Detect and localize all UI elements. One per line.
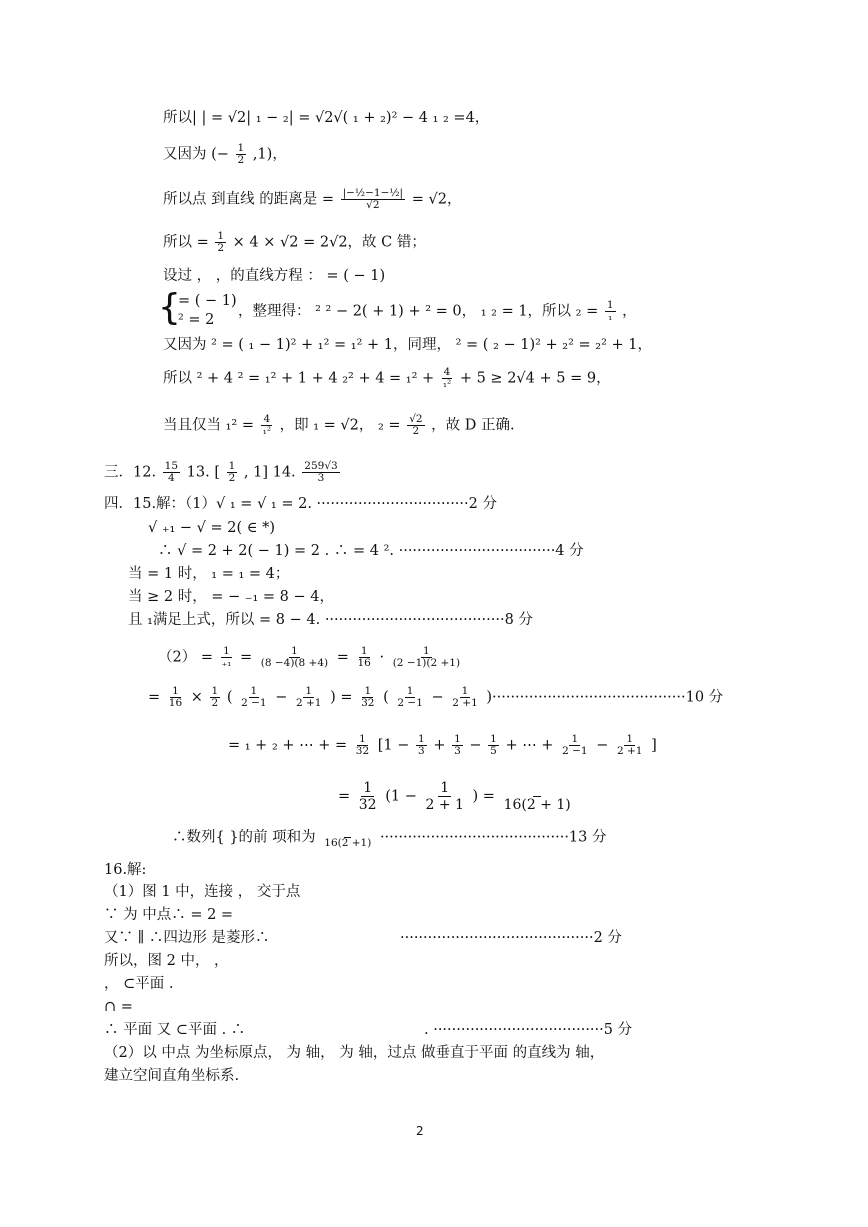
text: + [433, 737, 446, 754]
q16-line: 建立空间直角坐标系. [104, 1068, 240, 1084]
line-point-distance [163, 188, 461, 211]
q16-title: 16.解: [104, 862, 147, 878]
q15-conclusion [172, 826, 607, 849]
q16-line: 又∵ ∥ ∴四边形 是菱形∴ [104, 930, 270, 946]
line-point [163, 143, 287, 166]
q16-line: ∵ 为 中点∴ = 2 = [104, 907, 234, 923]
fraction: $\frac{1}{2 -1}$ [397, 685, 423, 709]
text: （2） = [158, 649, 213, 666]
text: + ⋯ + [505, 737, 554, 754]
text: ( [226, 689, 233, 706]
text: − [469, 737, 482, 754]
text: − [275, 689, 288, 706]
fraction: $\frac{1}{2 -1}$ [241, 685, 267, 709]
section-three-answers [104, 461, 342, 484]
text: = [336, 649, 349, 666]
q15-part2 [158, 646, 464, 669]
text: − [596, 737, 609, 754]
fraction: $\frac{1}{(2 -1)(2 +1)}$ [392, 645, 461, 669]
fraction: $\frac{1}{2}$ [237, 142, 245, 166]
text: = [239, 649, 253, 666]
fraction: $\frac{4}{\text{₁²}}$ [442, 366, 452, 390]
text: = [335, 737, 348, 754]
text: ) = [472, 788, 495, 805]
text: ∴数列{ }的前 项和为 [172, 829, 316, 846]
q16-line: ， ⊂平面 . [104, 976, 174, 992]
q16-score: ··········································2 分 [400, 930, 622, 946]
fraction: $\frac{1}{\text{₊₁}}$ [221, 645, 232, 669]
text: + 5 ≥ 2√4 + 5 = 9， [459, 370, 611, 387]
page-number: 2 [416, 1124, 424, 1138]
text: ，故 D 正确. [431, 417, 515, 434]
line-also: 又因为 ² = ( ₁ − 1)² + ₁² = ₁² + 1，同理， ² = ( ₂ − 1)² + ₂² = ₂² + 1， [163, 337, 653, 353]
text: 所以 ² + 4 ² = ₁² + 1 + 4 ₂² + 4 = ₁² + [163, 370, 435, 387]
fraction: $\frac{1}{32}$ [361, 685, 375, 709]
fraction: $\frac{1}{2}$ [228, 460, 236, 484]
fraction: $\frac{1}{3}$ [418, 733, 425, 757]
text: = [148, 689, 161, 706]
fraction: $\frac{1}{(8 -4)(8 +4)}$ [260, 645, 329, 669]
text: )··········································10 分 [486, 689, 724, 706]
fraction: $\frac{1}{2}$ [217, 230, 225, 254]
text: − [431, 689, 444, 706]
fraction: $\frac{4}{\text{₁²}}$ [262, 413, 272, 437]
system-brace: { [158, 287, 181, 328]
line-simplify [238, 300, 637, 323]
fraction: $\frac{\text{|−½−1−½|}}{√2}$ [342, 187, 404, 211]
q15-line: 当 = 1 时， ₁ = ₁ = 4； [128, 566, 290, 582]
text: × [190, 689, 203, 706]
fraction: $\frac{1}{2 +1}$ [616, 733, 643, 757]
text: [1 − [377, 737, 410, 754]
q16-line: ∴ 平面 又 ⊂平面 . ∴ [104, 1022, 246, 1038]
text: 又因为 (− [163, 146, 229, 163]
text: · [379, 649, 385, 666]
fraction: $\frac{259√3}{3}$ [304, 460, 338, 484]
fraction: 16(2 +1) [322, 826, 373, 849]
fraction: $\frac{1}{32}$ [355, 733, 370, 757]
text: 所以点 到直线 的距离是 = [163, 191, 334, 208]
q16-score: . ·····································5 分 [424, 1022, 633, 1038]
q15-sum [228, 734, 657, 757]
fraction: $\frac{1}{5}$ [490, 733, 497, 757]
text: ，整理得： ² ² − 2( + 1) + ² = 0， ₁ ₂ = 1，所以 ₂ = [238, 303, 599, 320]
text: (1 − [385, 788, 417, 805]
q16-line: （1）图 1 中，连接 ， 交于点 [104, 884, 301, 900]
fraction: $\frac{√2}{2}$ [409, 413, 423, 437]
text: 三．12. [104, 464, 157, 481]
fraction: $\frac{1}{2 +1}$ [452, 685, 478, 709]
line-inequality [163, 367, 611, 390]
system-line-2: ² = 2 [178, 312, 215, 328]
text: ,1)， [252, 146, 287, 163]
q15-line: 且 ₁满足上式，所以 = 8 − 4. ·······································8 分 [128, 612, 533, 628]
text: ，即 ₁ = √2， ₂ = [279, 417, 401, 434]
q16-line: （2）以 中点 为坐标原点， 为 轴， 为 轴，过点 做垂直于平面 的直线为 轴， [104, 1045, 605, 1061]
text: ， [622, 303, 637, 320]
q15-split [148, 686, 723, 709]
line-equality-case [163, 414, 515, 437]
fraction: $\frac{1}{3}$ [454, 733, 461, 757]
text: , 1] 14. [243, 464, 296, 481]
q15-line: ∴ √ = 2 + 2( − 1) = 2 . ∴ = 4 ². ··································4 分 [158, 543, 584, 559]
text: ·········································13 分 [379, 829, 607, 846]
fraction: $\frac{15}{4}$ [164, 460, 179, 484]
text: ( [383, 689, 389, 706]
q15-line: √ ₊₁ − √ = 2( ∈ *) [148, 520, 276, 536]
q16-line: 所以，图 2 中， ， [104, 953, 229, 969]
text: ] [651, 737, 657, 754]
q15-result [338, 780, 575, 813]
text: = ₁ + ₂ + ⋯ + [228, 737, 331, 754]
text: ) = [330, 689, 353, 706]
line-area [163, 231, 426, 254]
line-distance: 所以| | = √2| ₁ − ₂| = √2√( ₁ + ₂)² − 4 ₁ ₂ =4， [163, 110, 490, 126]
fraction: $\frac{1}{\text{₁}}$ [606, 299, 614, 323]
fraction: $\frac{1}{16}$ [357, 645, 371, 669]
fraction: 16(2 + 1) [502, 780, 573, 813]
line-equation: 设过 ， ，的直线方程 ： = ( − 1) [163, 268, 386, 284]
fraction: $\frac{1}{16}$ [168, 685, 183, 709]
fraction: $\frac{1}{2}$ [211, 685, 219, 709]
text: = √2， [411, 191, 462, 208]
text: × 4 × √2 = 2√2，故 C 错； [232, 234, 426, 251]
text: 13. [ [186, 464, 220, 481]
text: 所以 = [163, 234, 209, 251]
system-line-1: = ( − 1) [178, 293, 237, 309]
fraction: $\frac{1}{2 -1}$ [562, 733, 588, 757]
text: 当且仅当 ₁² = [163, 417, 254, 434]
text: = [338, 788, 351, 805]
q15-part1: 四．15.解：（1）√ ₁ = √ ₁ = 2. ·································2 分 [104, 496, 497, 512]
fraction: $\frac{1}{32}$ [358, 780, 377, 813]
q16-line: ∩ = [104, 999, 133, 1015]
fraction: $\frac{1}{2 + 1}$ [425, 780, 464, 813]
q15-line: 当 ≥ 2 时， = − ₋₁ = 8 − 4， [128, 589, 334, 605]
fraction: $\frac{1}{2 +1}$ [295, 685, 322, 709]
